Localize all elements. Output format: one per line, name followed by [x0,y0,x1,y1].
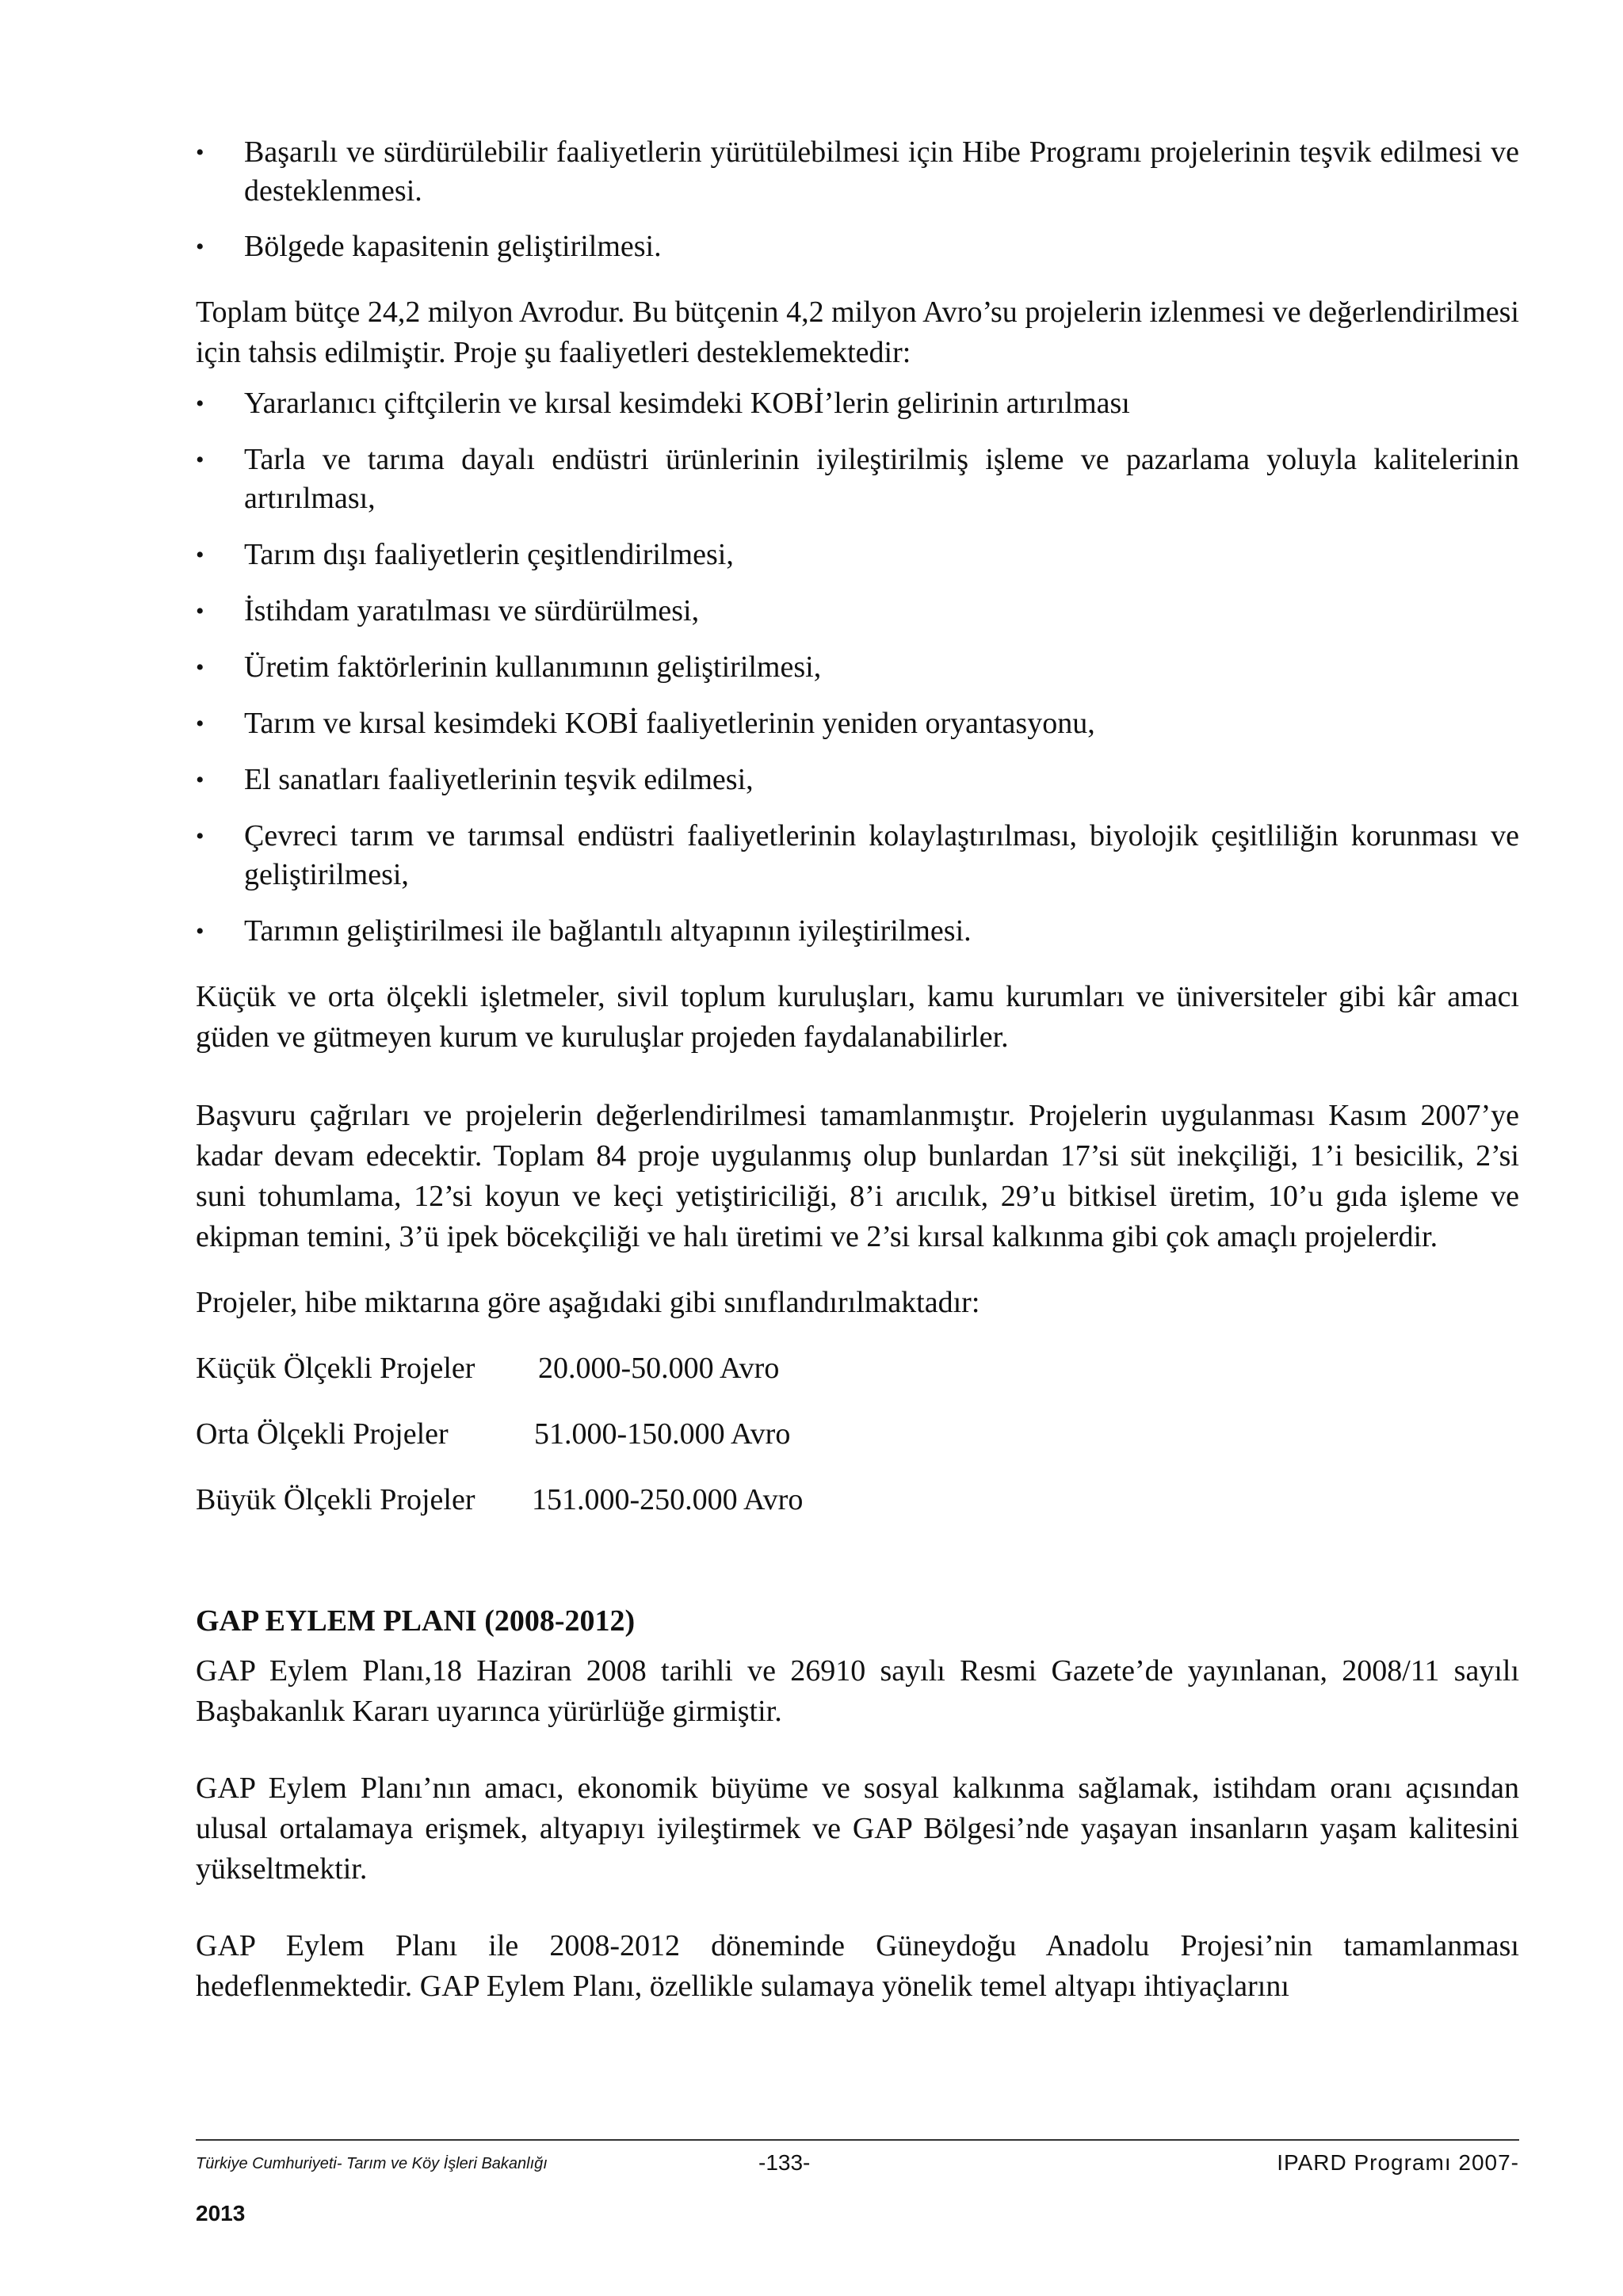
list-item-text: Bölgede kapasitenin geliştirilmesi. [244,230,662,263]
list-item [196,761,1519,799]
list-item-text: Tarımın geliştirilmesi ile bağlantılı altyapının iyileştirilmesi. [244,914,972,948]
activity-bullet-list [196,384,1519,951]
list-item-text: Yararlanıcı çiftçilerin ve kırsal kesimdeki KOBİ’lerin gelirinin artırılması [244,387,1130,420]
project-tier-range: 20.000-50.000 Avro [538,1352,780,1385]
list-item [196,817,1519,894]
list-item [196,704,1519,743]
footer-ministry: Türkiye Cumhuriyeti- Tarım ve Köy İşleri Bakanlığı [196,2155,548,2172]
list-item-text: Tarım ve kırsal kesimdeki KOBİ faaliyetlerinin yeniden oryantasyonu, [244,707,1095,740]
gap-paragraph: GAP Eylem Planı’nın amacı, ekonomik büyüme ve sosyal kalkınma sağlamak, istihdam oranı açısından ulusal ortalamaya erişmek, altyapıyı iyileştirmek ve GAP Bölgesi’nde yaşayan insanların yaşam kalitesini yükseltmektir. [196,1772,1519,1886]
list-item [196,592,1519,631]
project-tier-row [196,1414,1519,1455]
project-tier-name: Küçük Ölçekli Projeler [196,1352,475,1385]
bullet-icon: • [196,654,204,681]
project-tier-row [196,1348,1519,1389]
bullet-icon: • [196,598,204,624]
list-item-text: Tarım dışı faaliyetlerin çeşitlendirilmesi, [244,538,734,571]
project-tier-range: 51.000-150.000 Avro [534,1417,791,1451]
list-item [196,536,1519,574]
list-item-text: El sanatları faaliyetlerinin teşvik edilmesi, [244,763,754,796]
project-tier-name: Orta Ölçekli Projeler [196,1417,449,1451]
footer-program-year: 2013 [196,2201,246,2225]
page-footer [196,2149,1519,2180]
page-body [196,133,1519,2007]
gap-paragraph: GAP Eylem Planı,18 Haziran 2008 tarihli ve 26910 sayılı Resmi Gazete’de yayınlanan, 2008/11 sayılı Başbakanlık Kararı uyarınca yürürlüğe girmiştir. [196,1654,1519,1728]
section-heading: GAP EYLEM PLANI (2008-2012) [196,1604,636,1638]
list-item-text: Tarla ve tarıma dayalı endüstri ürünlerinin iyileştirilmiş işleme ve pazarlama yoluyla kalitelerinin artırılması, [244,443,1519,515]
list-item-text: Başarılı ve sürdürülebilir faaliyetlerin yürütülebilmesi için Hibe Programı projelerinin teşvik edilmesi ve desteklenmesi. [244,135,1519,208]
bullet-icon: • [196,711,204,737]
budget-paragraph: Toplam bütçe 24,2 milyon Avrodur. Bu bütçenin 4,2 milyon Avro’su projelerin izlenmesi ve değerlendirilmesi için tahsis edilmiştir. Proje şu faaliyetleri desteklemektedir: [196,296,1519,369]
bullet-icon: • [196,823,204,849]
gap-paragraph: GAP Eylem Planı ile 2008-2012 döneminde Güneydoğu Anadolu Projesi’nin tamamlanması hedeflenmektedir. GAP Eylem Planı, özellikle sulamaya yönelik temel altyapı ihtiyaçlarını [196,1929,1519,2003]
project-tier-row [196,1480,1519,1520]
beneficiaries-paragraph: Küçük ve orta ölçekli işletmeler, sivil toplum kuruluşları, kamu kurumları ve üniversiteler gibi kâr amacı güden ve gütmeyen kurum ve kuruluşlar projeden faydalanabilirler. [196,980,1519,1054]
bullet-icon: • [196,234,204,260]
list-item [196,441,1519,518]
list-item [196,912,1519,951]
list-item [196,648,1519,687]
footer-program: IPARD Programı 2007- [1277,2150,1519,2175]
list-item-text: Çevreci tarım ve tarımsal endüstri faaliyetlerinin kolaylaştırılması, biyolojik çeşitliliğin korunması ve geliştirilmesi, [244,819,1519,891]
bullet-icon: • [196,139,204,166]
classification-intro: Projeler, hibe miktarına göre aşağıdaki gibi sınıflandırılmaktadır: [196,1286,980,1319]
footer-divider [196,2139,1519,2141]
list-item [196,227,1519,266]
list-item [196,133,1519,211]
bullet-icon: • [196,391,204,417]
project-tier-list [196,1348,1519,1520]
bullet-icon: • [196,542,204,568]
bullet-icon: • [196,767,204,793]
project-tier-name: Büyük Ölçekli Projeler [196,1483,475,1516]
implementation-paragraph: Başvuru çağrıları ve projelerin değerlendirilmesi tamamlanmıştır. Projelerin uygulanması Kasım 2007’ye kadar devam edecektir. Toplam 84 proje uygulanmış olup bunlardan 17’si süt inekçiliği, 1’i besicilik, 2’si suni tohumlama, 12’si koyun ve keçi yetiştiriciliği, 8’i arıcılık, 29’u bitkisel üretim, 10’u gıda işleme ve ekipman temini, 3’ü ipek böcekçiliği ve halı üretimi ve 2’si kırsal kalkınma gibi çok amaçlı projelerdir. [196,1099,1519,1253]
intro-bullet-list [196,133,1519,266]
list-item-text: Üretim faktörlerinin kullanımının geliştirilmesi, [244,650,822,684]
project-tier-range: 151.000-250.000 Avro [532,1483,804,1516]
list-item [196,384,1519,423]
bullet-icon: • [196,918,204,944]
list-item-text: İstihdam yaratılması ve sürdürülmesi, [244,594,700,627]
page-number: -133- [758,2150,811,2175]
bullet-icon: • [196,447,204,473]
